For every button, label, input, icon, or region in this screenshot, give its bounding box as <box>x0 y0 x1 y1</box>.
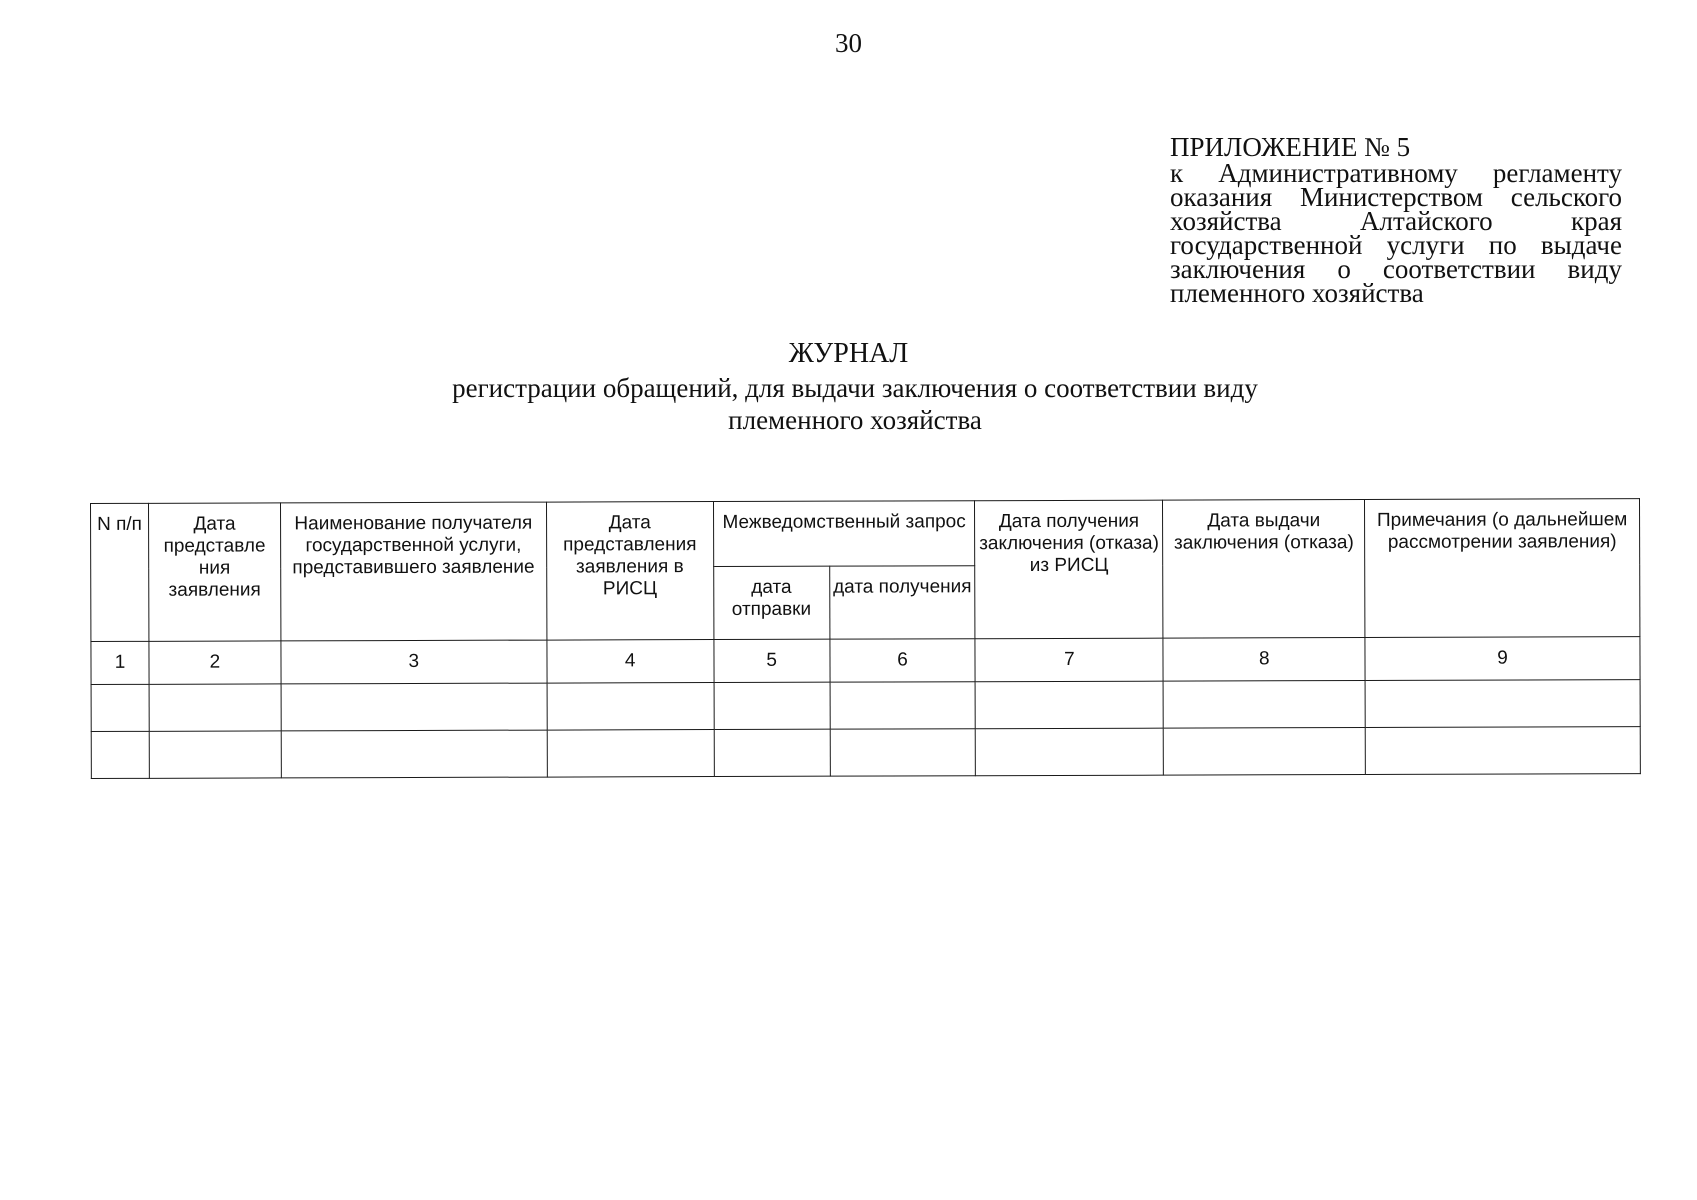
table-cell <box>91 731 149 778</box>
table-cell <box>281 683 547 731</box>
journal-subtitle-line1: регистрации обращений, для выдачи заключения о соответствии виду <box>452 373 1258 403</box>
table-cell <box>1164 727 1366 775</box>
appendix-title: ПРИЛОЖЕНИЕ № 5 <box>1170 132 1411 162</box>
table-cell <box>976 681 1164 729</box>
table-cell <box>1365 727 1640 775</box>
table-cell <box>547 730 714 778</box>
header-notes: Примечания (о дальнейшем рассмотрении заявления) <box>1365 499 1640 638</box>
header-number: N п/п <box>91 503 149 641</box>
table-cell <box>830 682 976 729</box>
column-number: 2 <box>149 641 281 684</box>
column-number: 3 <box>281 640 547 684</box>
table-cell <box>714 729 830 776</box>
journal-subtitle <box>425 372 1285 436</box>
header-risc-submission-date: Дата представления заявления в РИСЦ <box>546 502 713 641</box>
header-row <box>91 499 1640 569</box>
column-number: 7 <box>975 638 1163 682</box>
journal-title: ЖУРНАЛ <box>788 338 909 369</box>
column-number: 5 <box>714 639 830 682</box>
table-cell <box>91 684 149 731</box>
table-cell <box>1365 680 1640 728</box>
column-number: 9 <box>1365 637 1640 681</box>
journal-subtitle-line2: племенного хозяйства <box>728 405 982 435</box>
table-cell <box>714 682 830 729</box>
column-number: 4 <box>547 640 714 684</box>
column-number: 1 <box>91 641 149 684</box>
column-numbers-row <box>91 637 1640 685</box>
appendix-body: к Административному регламенту оказания Министерством сельского хозяйства Алтайского края государственной услуги по выдаче заключения о соответствии виду племенного хозяйства <box>1170 158 1622 308</box>
header-interagency-request: Межведомственный запрос <box>713 501 975 567</box>
table-row <box>91 727 1640 779</box>
table-cell <box>830 729 976 776</box>
column-number: 6 <box>830 639 976 682</box>
table-cell <box>547 683 714 731</box>
table-cell <box>281 730 547 778</box>
table-row <box>91 680 1640 732</box>
appendix-block <box>1170 132 1622 308</box>
header-risc-receipt-date: Дата получения заключения (отказа) из РИСЦ <box>975 500 1163 639</box>
header-receive-date: дата получения <box>829 566 975 639</box>
table-cell <box>976 728 1164 776</box>
page-number: 30 <box>835 28 862 58</box>
header-recipient-name: Наименование получателя государственной услуги, представившего заявление <box>280 502 546 641</box>
header-submission-date: Дата представле ния заявления <box>148 503 280 641</box>
header-send-date: дата отправки <box>713 566 829 639</box>
journal-table <box>90 498 1641 779</box>
table-cell <box>149 731 281 778</box>
header-issue-date: Дата выдачи заключения (отказа) <box>1163 499 1365 638</box>
table-cell <box>149 684 281 731</box>
table-cell <box>1163 680 1365 728</box>
column-number: 8 <box>1163 637 1365 681</box>
